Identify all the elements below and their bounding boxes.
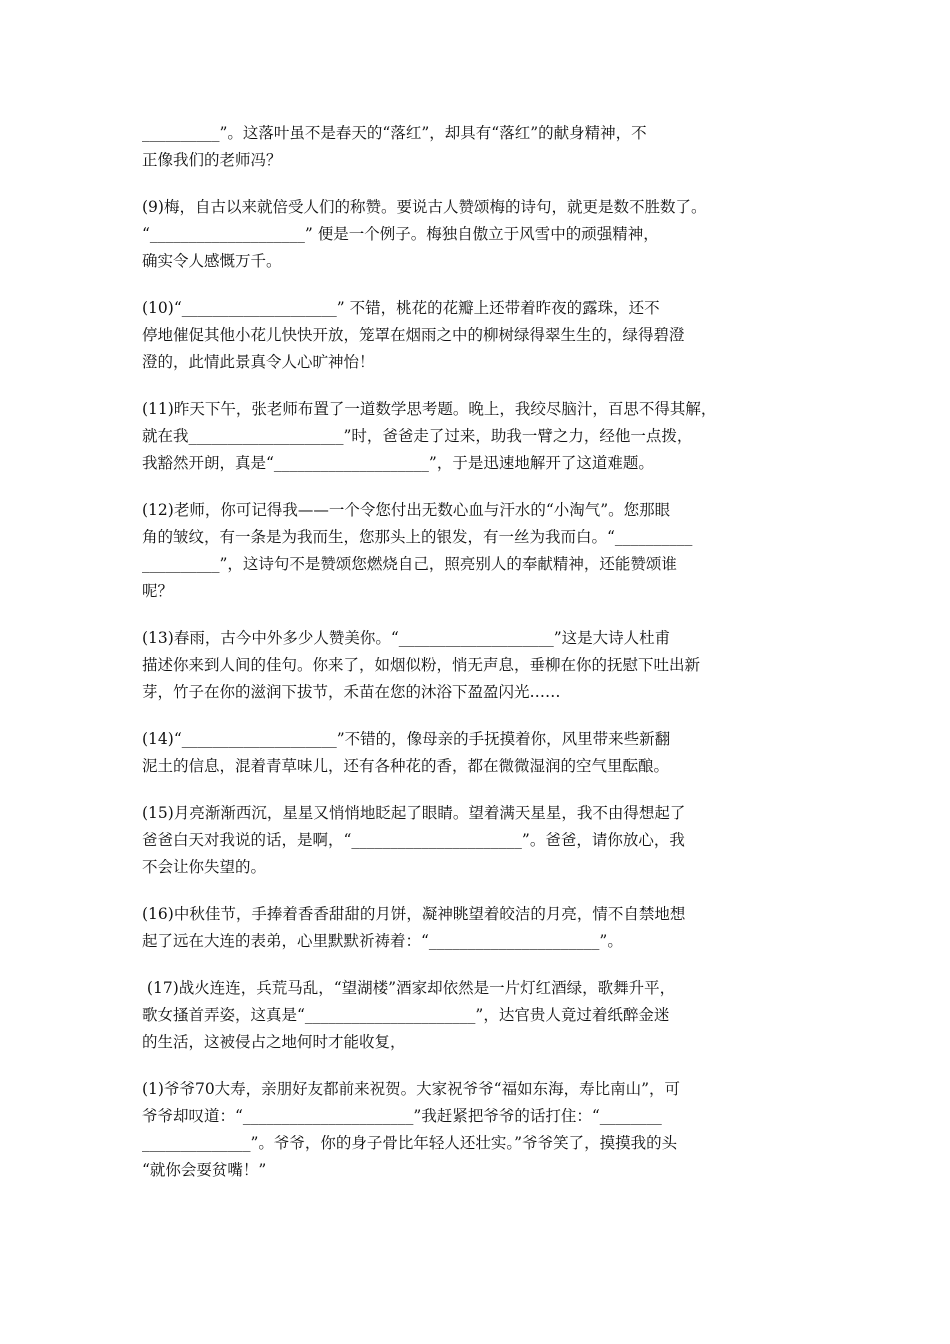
paragraph-10 [142, 295, 817, 376]
text-line: 歌女搔首弄姿，这真是“______________________”，达官贵人竟过着纸醉金迷 [142, 1006, 670, 1024]
document-page [142, 120, 817, 1204]
text-line: 停地催促其他小花儿快快开放，笼罩在烟雨之中的柳树绿得翠生生的，绿得碧澄 [142, 326, 685, 344]
text-line: 就在我____________________”时，爸爸走了过来，助我一臂之力，经他一点拨， [142, 427, 693, 445]
paragraph-13 [142, 625, 817, 706]
paragraph-16 [142, 901, 817, 955]
text-line: “就你会耍贫嘴！” [142, 1161, 267, 1179]
text-line: 描述你来到人间的佳句。你来了，如烟似粉，悄无声息，垂柳在你的抚慰下吐出新 [142, 656, 701, 674]
text-line: (1)爷爷70大寿，亲朋好友都前来祝贺。大家祝爷爷“福如东海，寿比南山”，可 [142, 1080, 681, 1098]
text-line: 确实令人感慨万千。 [142, 252, 282, 270]
text-line: __________”。这落叶虽不是春天的“落红”，却具有“落红”的献身精神，不 [142, 124, 647, 142]
text-line: __________”，这诗句不是赞颂您燃烧自己，照亮别人的奉献精神，还能赞颂谁 [142, 555, 677, 573]
text-line: (11)昨天下午，张老师布置了一道数学思考题。晚上，我绞尽脑汁，百思不得其解， [142, 400, 717, 418]
text-line: 呢？ [142, 582, 174, 600]
text-line: 的生活，这被侵占之地何时才能收复， [142, 1033, 406, 1051]
text-line: 角的皱纹，有一条是为我而生，您那头上的银发，有一丝为我而白。“__________ [142, 528, 693, 546]
text-line: 爸爸白天对我说的话，是啊，“______________________”。爸爸，请你放心，我 [142, 831, 685, 849]
paragraph-17 [142, 975, 817, 1056]
text-line: 泥土的信息，混着青草味儿，还有各种花的香，都在微微湿润的空气里酝酿。 [142, 757, 670, 775]
text-line: 芽，竹子在你的滋润下拔节，禾苗在您的沐浴下盈盈闪光…… [142, 683, 561, 701]
paragraph-8-continued [142, 120, 817, 174]
text-line: 正像我们的老师冯？ [142, 151, 282, 169]
text-line: (13)春雨，古今中外多少人赞美你。“____________________”这是大诗人杜甫 [142, 629, 671, 647]
paragraph-11 [142, 396, 817, 477]
text-line: 不会让你失望的。 [142, 858, 267, 876]
text-line: (15)月亮渐渐西沉，星星又悄悄地眨起了眼睛。望着满天星星，我不由得想起了 [142, 804, 686, 822]
text-line: 爷爷却叹道：“______________________”我赶紧把爷爷的话打住：“________ [142, 1107, 662, 1125]
text-line: 起了远在大连的表弟，心里默默祈祷着：“______________________”。 [142, 932, 623, 950]
text-line: (12)老师，你可记得我——一个令您付出无数心血与汗水的“小淘气”。您那眼 [142, 501, 671, 519]
paragraph-15 [142, 800, 817, 881]
paragraph-9 [142, 194, 817, 275]
paragraph-14 [142, 726, 817, 780]
paragraph-12 [142, 497, 817, 605]
text-line: “____________________” 便是一个例子。梅独自傲立于风雪中的顽强精神， [142, 225, 659, 243]
text-line: (10)“____________________” 不错，桃花的花瓣上还带着昨夜的露珠，还不 [142, 299, 660, 317]
paragraph-1 [142, 1076, 817, 1184]
text-line: (9)梅，自古以来就倍受人们的称赞。要说古人赞颂梅的诗句，就更是数不胜数了。 [142, 198, 707, 216]
text-line: (17)战火连连，兵荒马乱，“望湖楼”酒家却依然是一片灯红酒绿，歌舞升平， [142, 979, 676, 997]
text-line: (14)“____________________”不错的，像母亲的手抚摸着你，风里带来些新翻 [142, 730, 671, 748]
text-line: ______________”。爷爷，你的身子骨比年轻人还壮实。”爷爷笑了，摸摸我的头 [142, 1134, 678, 1152]
text-line: 我豁然开朗，真是“____________________”，于是迅速地解开了这道难题。 [142, 454, 654, 472]
text-line: (16)中秋佳节，手捧着香香甜甜的月饼，凝神眺望着皎洁的月亮，情不自禁地想 [142, 905, 686, 923]
text-line: 澄的，此情此景真令人心旷神怡！ [142, 353, 375, 371]
